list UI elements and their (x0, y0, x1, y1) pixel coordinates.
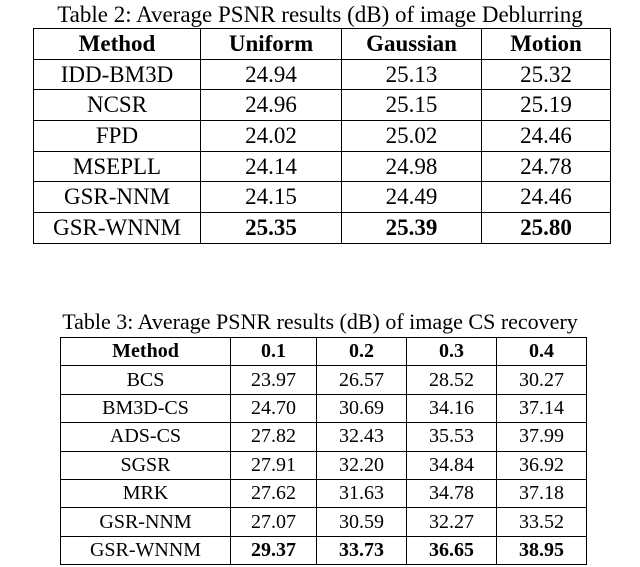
table-row (61, 423, 587, 451)
column-header-rate-0-1: 0.1 (231, 338, 317, 366)
method-cell: FPD (34, 121, 201, 152)
method-cell: GSR-WNNM (61, 536, 231, 564)
table-row (34, 151, 611, 182)
value-cell: 27.07 (231, 508, 317, 536)
table-row (34, 90, 611, 121)
column-header-gaussian: Gaussian (342, 29, 482, 60)
method-cell: IDD-BM3D (34, 59, 201, 90)
best-value-cell: 36.65 (407, 536, 497, 564)
best-value-cell: 25.35 (201, 213, 342, 244)
column-header-method: Method (34, 29, 201, 60)
best-value-cell: 25.80 (482, 213, 611, 244)
value-cell: 33.52 (497, 508, 587, 536)
column-header-uniform: Uniform (201, 29, 342, 60)
value-cell: 24.15 (201, 182, 342, 213)
value-cell: 24.78 (482, 151, 611, 182)
column-header-rate-0-3: 0.3 (407, 338, 497, 366)
value-cell: 24.49 (342, 182, 482, 213)
table3-caption: Table 3: Average PSNR results (dB) of image CS recovery (62, 309, 578, 334)
method-cell: GSR-NNM (34, 182, 201, 213)
value-cell: 24.96 (201, 90, 342, 121)
column-header-method: Method (61, 338, 231, 366)
value-cell: 36.92 (497, 451, 587, 479)
value-cell: 25.32 (482, 59, 611, 90)
table-row (61, 479, 587, 507)
value-cell: 32.20 (317, 451, 407, 479)
best-value-cell: 25.39 (342, 213, 482, 244)
table3-cs-recovery-psnr (60, 337, 587, 565)
table-row (61, 394, 587, 422)
value-cell: 24.94 (201, 59, 342, 90)
table-row (61, 451, 587, 479)
best-value-cell: 38.95 (497, 536, 587, 564)
value-cell: 31.63 (317, 479, 407, 507)
value-cell: 35.53 (407, 423, 497, 451)
table-row-best (34, 213, 611, 244)
method-cell: MSEPLL (34, 151, 201, 182)
value-cell: 24.14 (201, 151, 342, 182)
best-value-cell: 29.37 (231, 536, 317, 564)
method-cell: BM3D-CS (61, 394, 231, 422)
value-cell: 24.02 (201, 121, 342, 152)
table-header-row (61, 338, 587, 366)
value-cell: 24.46 (482, 121, 611, 152)
method-cell: GSR-NNM (61, 508, 231, 536)
value-cell: 37.99 (497, 423, 587, 451)
value-cell: 26.57 (317, 366, 407, 394)
value-cell: 25.13 (342, 59, 482, 90)
method-cell: GSR-WNNM (34, 213, 201, 244)
value-cell: 25.15 (342, 90, 482, 121)
value-cell: 32.27 (407, 508, 497, 536)
value-cell: 37.14 (497, 394, 587, 422)
table-row (34, 182, 611, 213)
value-cell: 24.46 (482, 182, 611, 213)
value-cell: 30.59 (317, 508, 407, 536)
value-cell: 34.16 (407, 394, 497, 422)
best-value-cell: 33.73 (317, 536, 407, 564)
table2-caption: Table 2: Average PSNR results (dB) of image Deblurring (57, 2, 583, 27)
method-cell: NCSR (34, 90, 201, 121)
value-cell: 34.84 (407, 451, 497, 479)
method-cell: MRK (61, 479, 231, 507)
value-cell: 27.82 (231, 423, 317, 451)
table-row (61, 508, 587, 536)
column-header-motion: Motion (482, 29, 611, 60)
method-cell: ADS-CS (61, 423, 231, 451)
value-cell: 34.78 (407, 479, 497, 507)
value-cell: 23.97 (231, 366, 317, 394)
value-cell: 24.70 (231, 394, 317, 422)
table2-deblurring-psnr (33, 28, 611, 244)
column-header-rate-0-4: 0.4 (497, 338, 587, 366)
value-cell: 32.43 (317, 423, 407, 451)
value-cell: 27.62 (231, 479, 317, 507)
table-header-row (34, 29, 611, 60)
value-cell: 30.27 (497, 366, 587, 394)
value-cell: 24.98 (342, 151, 482, 182)
value-cell: 37.18 (497, 479, 587, 507)
value-cell: 28.52 (407, 366, 497, 394)
table-row (34, 59, 611, 90)
value-cell: 27.91 (231, 451, 317, 479)
column-header-rate-0-2: 0.2 (317, 338, 407, 366)
method-cell: BCS (61, 366, 231, 394)
table-row (34, 121, 611, 152)
table-row (61, 366, 587, 394)
table-row-best (61, 536, 587, 564)
value-cell: 25.19 (482, 90, 611, 121)
value-cell: 30.69 (317, 394, 407, 422)
method-cell: SGSR (61, 451, 231, 479)
value-cell: 25.02 (342, 121, 482, 152)
